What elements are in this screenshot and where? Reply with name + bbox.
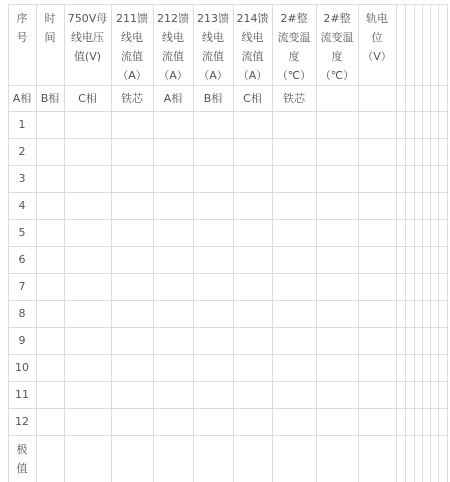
header-cell: 212馈 线电 流值 （A） [157, 12, 189, 82]
row-number: 7 [18, 280, 26, 293]
subheader-cell: 铁芯 [121, 91, 143, 105]
row-number: 12 [15, 415, 29, 428]
subheader-cell: A相 [12, 91, 32, 105]
extreme-value-label: 极 值 [16, 442, 28, 475]
row-number: 9 [18, 334, 26, 347]
row-number: 3 [18, 172, 26, 185]
subheader-cell: A相 [163, 91, 183, 105]
header-cell: 750V母 线电压 值(V) [67, 12, 108, 63]
row-number: 11 [15, 388, 29, 401]
header-cell: 2#整 流变温 度 （℃） [276, 12, 312, 82]
header-cell: 211馈 线电 流值 （A） [116, 12, 148, 82]
header-cell: 213馈 线电 流值 （A） [197, 12, 229, 82]
row-number: 5 [18, 226, 26, 239]
row-number: 8 [18, 307, 26, 320]
subheader-cell: 铁芯 [283, 91, 305, 105]
row-number: 2 [18, 145, 26, 158]
subheader-cell: B相 [203, 91, 223, 105]
subheader-cell: B相 [40, 91, 60, 105]
row-number: 10 [15, 361, 29, 374]
header-cell: 轨电 位 （V） [362, 12, 392, 63]
subheader-cell: C相 [243, 91, 262, 105]
subheader-cell: C相 [78, 91, 97, 105]
header-cell: 时 间 [44, 12, 56, 44]
header-cell: 214馈 线电 流值 （A） [236, 12, 269, 82]
row-number: 6 [18, 253, 26, 266]
row-number: 4 [18, 199, 26, 212]
header-cell: 序 号 [16, 12, 28, 44]
header-cell: 2#整 流变温 度 （℃） [319, 12, 355, 82]
row-number: 1 [18, 118, 26, 131]
